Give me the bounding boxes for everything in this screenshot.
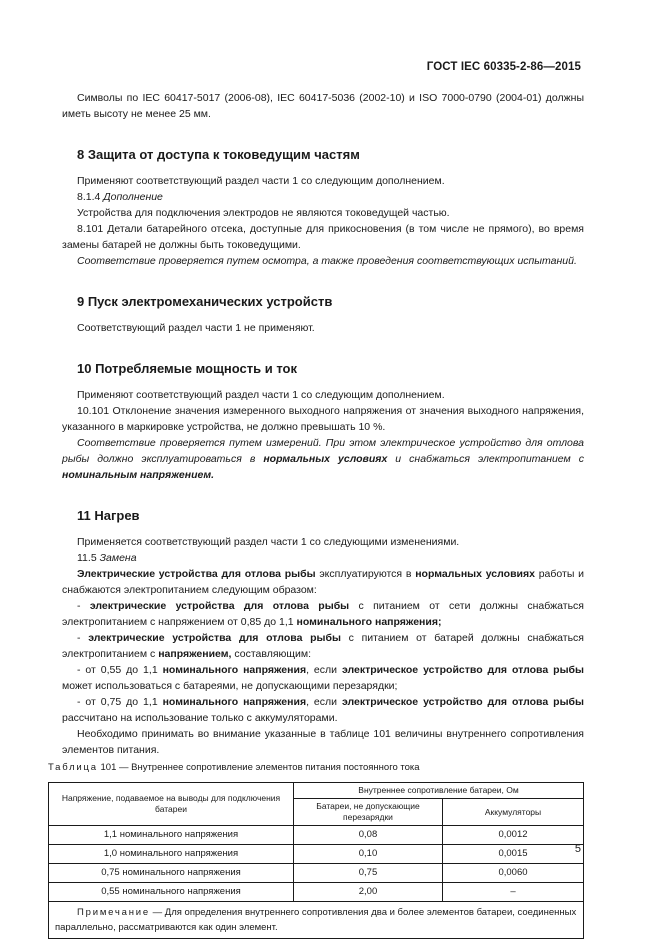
section-9 — [62, 294, 584, 336]
section-10 — [62, 361, 584, 483]
col-header-accumulators: Аккумуляторы — [443, 799, 584, 826]
section-8-title: 8 Защита от доступа к токоведущим частям — [77, 147, 360, 162]
standard-header: ГОСТ IEC 60335-2-86—2015 — [426, 61, 581, 73]
term-bold: электрические устройства для отлова рыбы — [88, 632, 341, 644]
text-run: , если — [306, 664, 342, 676]
cell-nonrechargeable: 0,08 — [294, 826, 443, 845]
clause-number: 11.5 — [77, 552, 97, 564]
cell-accumulators: – — [443, 883, 584, 902]
text-run: - — [77, 632, 89, 644]
cell-voltage: 0,55 номинального напряжения — [49, 883, 294, 902]
term-bold: электрическое устройство для отлова рыбы — [341, 664, 584, 676]
table-row — [49, 845, 584, 864]
text-run: с питанием от батарей должны снабжаться электропитанием с — [62, 632, 584, 660]
table-note — [49, 902, 584, 939]
caption-label: Таблица — [48, 762, 98, 773]
cell-nonrechargeable: 2,00 — [294, 883, 443, 902]
term-bold: электрические устройства для отлова рыбы — [89, 600, 350, 612]
term-bold: номинального напряжения — [162, 696, 307, 708]
text-run: Соответствие проверяется путем измерений. При этом электрическое устройство для отлова рыбы должно эксплуатироваться в — [62, 437, 584, 465]
text-run: - от 0,55 до 1,1 — [77, 664, 163, 676]
cell-accumulators: 0,0015 — [443, 845, 584, 864]
note-text: — Для определения внутреннего сопротивления два и более элементов батареи, соединенных параллельно, рассматриваются как один элемент. — [55, 907, 577, 933]
col-header-voltage: Напряжение, подаваемое на выводы для подключения батареи — [49, 783, 294, 826]
table-caption — [48, 760, 584, 776]
table-row — [49, 864, 584, 883]
paragraph: Применяется соответствующий раздел части 1 со следующими изменениями. — [77, 536, 460, 548]
list-item — [62, 630, 584, 662]
clause-number: 8.1.4 — [77, 191, 101, 203]
clause-label: Замена — [99, 552, 137, 564]
resistance-table — [48, 782, 584, 939]
text-run: - — [77, 600, 90, 612]
compliance-paragraph — [62, 435, 584, 483]
section-8 — [62, 147, 584, 269]
term-bold: нормальных условиях — [263, 453, 388, 465]
col-header-nonrechargeable: Батареи, не допускающие перезарядки — [294, 799, 443, 826]
compliance-paragraph: Соответствие проверяется путем осмотра, а также проведения соответствующих испытаний. — [77, 255, 577, 267]
paragraph: Необходимо принимать во внимание указанные в таблице 101 величины внутреннего сопротивления элементов питания. — [62, 728, 584, 756]
clause-label: Дополнение — [103, 191, 163, 203]
text-run: эксплуатируются в — [315, 568, 416, 580]
text-run: составляющим: — [231, 648, 312, 660]
list-item — [62, 694, 584, 726]
clause-heading — [62, 189, 584, 205]
term-bold: номинального напряжения — [162, 664, 307, 676]
caption-text: 101 — Внутреннее сопротивление элементов питания постоянного тока — [97, 762, 420, 773]
paragraph — [62, 566, 584, 598]
text-run: может использоваться с батареями, не допускающими перезарядки; — [62, 680, 398, 692]
section-9-title: 9 Пуск электромеханических устройств — [77, 294, 333, 309]
text-run: , если — [306, 696, 342, 708]
list-item — [62, 598, 584, 630]
paragraph: 10.101 Отклонение значения измеренного выходного напряжения от значения выходного напряжения, указанного в маркировке устройства, не должно превышать 10 %. — [62, 405, 584, 433]
list-item — [62, 662, 584, 694]
cell-accumulators: 0,0060 — [443, 864, 584, 883]
cell-voltage: 0,75 номинального напряжения — [49, 864, 294, 883]
term-bold: нормальных условиях — [415, 568, 535, 580]
paragraph: Применяют соответствующий раздел части 1 со следующим дополнением. — [77, 389, 445, 401]
term-bold: номинальным напряжением. — [62, 469, 215, 481]
term-bold: номинального напряжения; — [296, 616, 442, 628]
page-content — [48, 90, 584, 939]
paragraph: 8.101 Детали батарейного отсека, доступные для прикосновения (в том числе не прямого), во время замены батарей не должны быть токоведущими. — [62, 223, 584, 251]
text-run: работы и снабжаются электропитанием следующим образом: — [62, 568, 584, 596]
table-row — [49, 826, 584, 845]
section-11-title: 11 Нагрев — [77, 508, 140, 523]
paragraph: Применяют соответствующий раздел части 1 со следующим дополнением. — [77, 175, 445, 187]
intro-paragraph: Символы по IEC 60417-5017 (2006-08), IEC 60417-5036 (2002-10) и ISO 7000-0790 (2004-01) должны иметь высоту не менее 25 мм. — [62, 92, 584, 120]
note-label: Примечание — [77, 907, 150, 918]
paragraph: Устройства для подключения электродов не являются токоведущей частью. — [77, 207, 450, 219]
text-run: с питанием от сети должны снабжаться электропитанием с напряжением от 0,85 до 1,1 — [62, 600, 584, 628]
text-run: рассчитано на использование только с аккумуляторами. — [62, 712, 338, 724]
section-11 — [62, 508, 584, 758]
paragraph: Соответствующий раздел части 1 не применяют. — [77, 322, 315, 334]
term-bold: электрическое устройство для отлова рыбы — [341, 696, 584, 708]
col-header-group: Внутреннее сопротивление батареи, Ом — [294, 783, 584, 799]
term-bold: Электрические устройства для отлова рыбы — [77, 568, 316, 580]
clause-heading — [62, 550, 584, 566]
cell-voltage: 1,0 номинального напряжения — [49, 845, 294, 864]
cell-accumulators: 0,0012 — [443, 826, 584, 845]
section-10-title: 10 Потребляемые мощность и ток — [77, 361, 297, 376]
cell-nonrechargeable: 0,10 — [294, 845, 443, 864]
cell-nonrechargeable: 0,75 — [294, 864, 443, 883]
text-run: и снабжаться электропитанием с — [387, 453, 584, 465]
cell-voltage: 1,1 номинального напряжения — [49, 826, 294, 845]
page-number: 5 — [574, 843, 581, 855]
table-row — [49, 883, 584, 902]
text-run: - от 0,75 до 1,1 — [77, 696, 163, 708]
term-bold: напряжением, — [158, 648, 232, 660]
